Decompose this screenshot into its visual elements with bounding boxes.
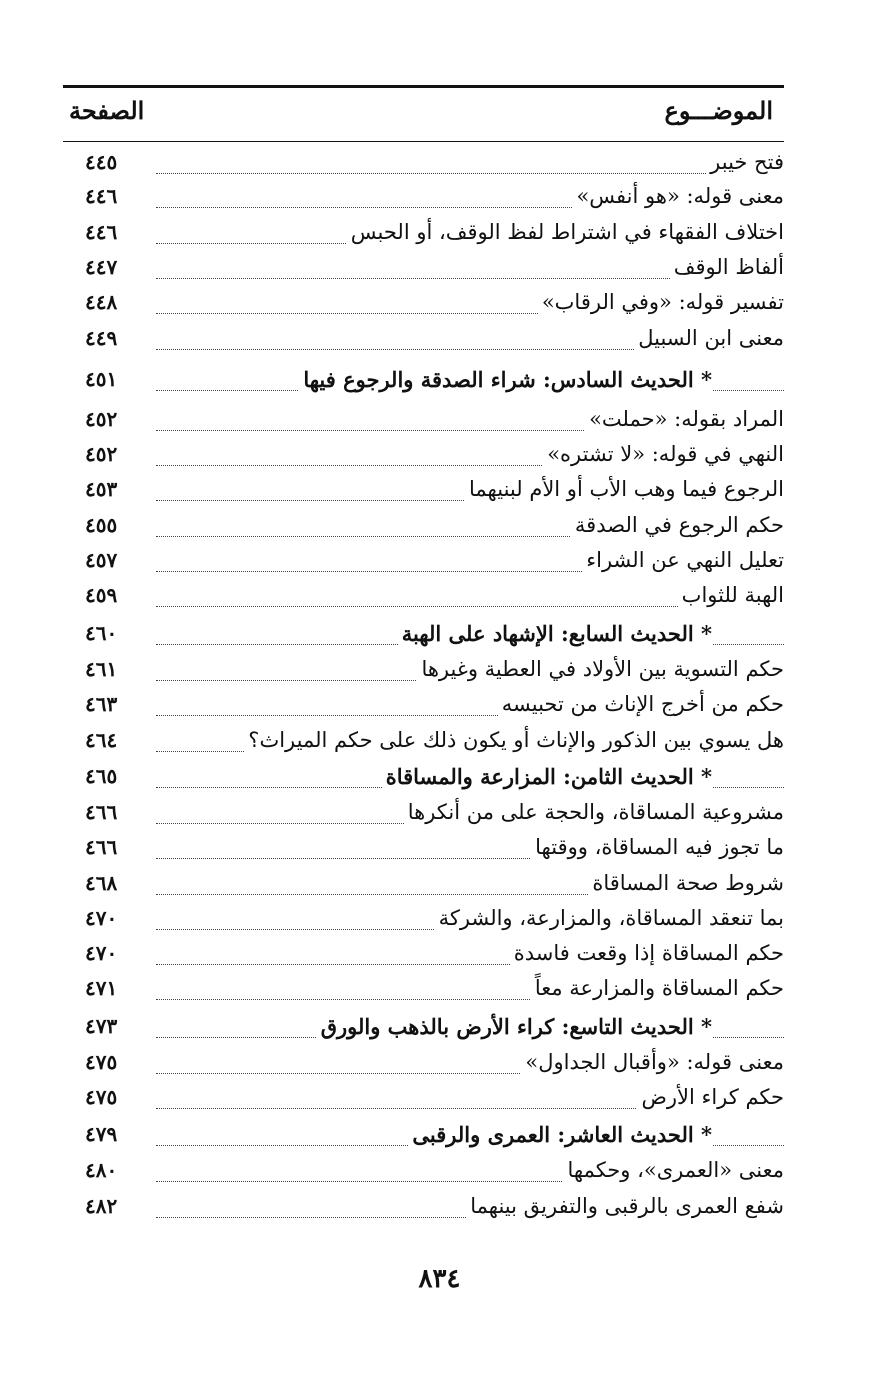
toc-entry [63,218,784,252]
toc-entry-title: حكم المساقاة إذا وقعت فاسدة [510,941,784,965]
toc-entry [63,1048,784,1082]
toc-entry-title: شروط صحة المساقاة [588,871,784,895]
toc-section-heading [63,762,784,796]
toc-section-heading [63,1012,784,1046]
toc-entry-page: ٤٥١ [85,367,118,391]
top-rule [63,85,784,88]
toc-entry-title: اختلاف الفقهاء في اشتراط لفظ الوقف، أو الحبس [347,220,784,244]
toc-entry-page: ٤٦٦ [85,800,118,824]
toc-entry-title: معنى ابن السبيل [634,326,784,350]
toc-entry [63,546,784,580]
toc-entry-page: ٤٦٠ [85,621,118,645]
toc-entry [63,182,784,216]
toc-entry [63,833,784,867]
toc-entry-title: * الحديث السابع: الإشهاد على الهبة [398,621,712,646]
toc-entry-title: * الحديث الثامن: المزارعة والمساقاة [382,764,712,789]
toc-entry [63,324,784,358]
toc-entry-title: * الحديث السادس: شراء الصدقة والرجوع فيها [299,367,712,392]
toc-entry-page: ٤٤٩ [85,326,118,350]
toc-entry [63,869,784,903]
toc-entry-title: الرجوع فيما وهب الأب أو الأم لبنيهما [465,477,784,501]
toc-entry-title: معنى قوله: «هو أنفس» [572,184,784,208]
toc-entry [63,655,784,689]
toc-entry-page: ٤٦٦ [85,835,118,859]
toc-entry-page: ٤٤٥ [85,150,118,174]
toc-entry-title: حكم المساقاة والمزارعة معاً [531,976,784,1000]
toc-entry [63,904,784,938]
toc-entry-page: ٤٥٥ [85,513,118,537]
toc-entry-title: حكم من أخرج الإناث من تحبيسه [498,692,784,716]
toc-entry-title: حكم الرجوع في الصدقة [571,513,784,537]
toc-entry-page: ٤٧٠ [85,941,118,965]
toc-entry-page: ٤٤٨ [85,290,118,314]
toc-entry [63,475,784,509]
toc-entry-page: ٤٧١ [85,976,118,1000]
toc-entry [63,690,784,724]
toc-entry-title: * الحديث العاشر: العمرى والرقبى [408,1122,712,1147]
toc-entry-page: ٤٥٧ [85,548,118,572]
dot-leader [156,173,784,174]
toc-entry-page: ٤٧٥ [85,1050,118,1074]
toc-entry-title: تفسير قوله: «وفي الرقاب» [538,290,784,314]
toc-entry [63,1192,784,1226]
toc-entry-title: بما تنعقد المساقاة، والمزارعة، والشركة [435,906,784,930]
toc-entry-page: ٤٤٦ [85,220,118,244]
toc-entry-title: هل يسوي بين الذكور والإناث أو يكون ذلك على حكم الميراث؟ [244,728,784,752]
toc-section-heading [63,365,784,399]
toc-section-heading [63,619,784,653]
toc-entry [63,288,784,322]
toc-entry-title: شفع العمرى بالرقبى والتفريق بينهما [466,1194,784,1218]
toc-entry-page: ٤٧٥ [85,1085,118,1109]
toc-entry-page: ٤٦٤ [85,728,118,752]
toc-entry [63,974,784,1008]
toc-entry-page: ٤٦٨ [85,871,118,895]
toc-entry [63,726,784,760]
toc-entry-title: النهي في قوله: «لا تشتره» [543,442,784,466]
toc-entry-page: ٤٦١ [85,657,118,681]
toc-entry-page: ٤٥٢ [85,442,118,466]
toc-entry [63,939,784,973]
toc-entry-title: المراد بقوله: «حملت» [585,407,784,431]
toc-entry [63,798,784,832]
toc-entry [63,405,784,439]
toc-entry-page: ٤٦٥ [85,764,118,788]
toc-entry [63,148,784,182]
toc-entry-page: ٤٥٩ [85,583,118,607]
toc-entry-page: ٤٦٣ [85,692,118,716]
header-rule [63,141,784,142]
toc-entry-page: ٤٨٢ [85,1194,118,1218]
toc-entry-title: معنى قوله: «وأقبال الجداول» [521,1050,784,1074]
toc-entry-page: ٤٧٠ [85,906,118,930]
toc-entry-title: * الحديث التاسع: كراء الأرض بالذهب والورق [317,1014,712,1039]
toc-entry [63,253,784,287]
toc-entry-title: ألفاظ الوقف [670,255,784,279]
toc-entry [63,581,784,615]
toc-entry-title: تعليل النهي عن الشراء [582,548,784,572]
page-number: ٨٣٤ [418,1264,461,1294]
page-column-header: الصفحة [69,96,145,125]
toc-entry-title: ما تجوز فيه المساقاة، ووقتها [531,835,784,859]
toc-entry-page: ٤٨٠ [85,1158,118,1182]
toc-entry-title: معنى «العمرى»، وحكمها [563,1158,784,1182]
topic-column-header: الموضـــوع [664,96,773,125]
toc-entry [63,1156,784,1190]
toc-entry-page: ٤٧٣ [85,1014,118,1038]
toc-section-heading [63,1120,784,1154]
toc-entry [63,1083,784,1117]
toc-entry-title: حكم التسوية بين الأولاد في العطية وغيرها [417,657,784,681]
toc-entry-page: ٤٥٢ [85,407,118,431]
toc-entry [63,511,784,545]
toc-entry-page: ٤٤٦ [85,184,118,208]
toc-entry-page: ٤٥٣ [85,477,118,501]
toc-entry [63,440,784,474]
toc-entry-page: ٤٤٧ [85,255,118,279]
toc-entry-page: ٤٧٩ [85,1122,118,1146]
toc-entry-title: حكم كراء الأرض [637,1085,784,1109]
toc-entry-title: فتح خيبر [706,150,784,174]
toc-entry-title: الهبة للثواب [678,583,784,607]
toc-entry-title: مشروعية المساقاة، والحجة على من أنكرها [404,800,784,824]
